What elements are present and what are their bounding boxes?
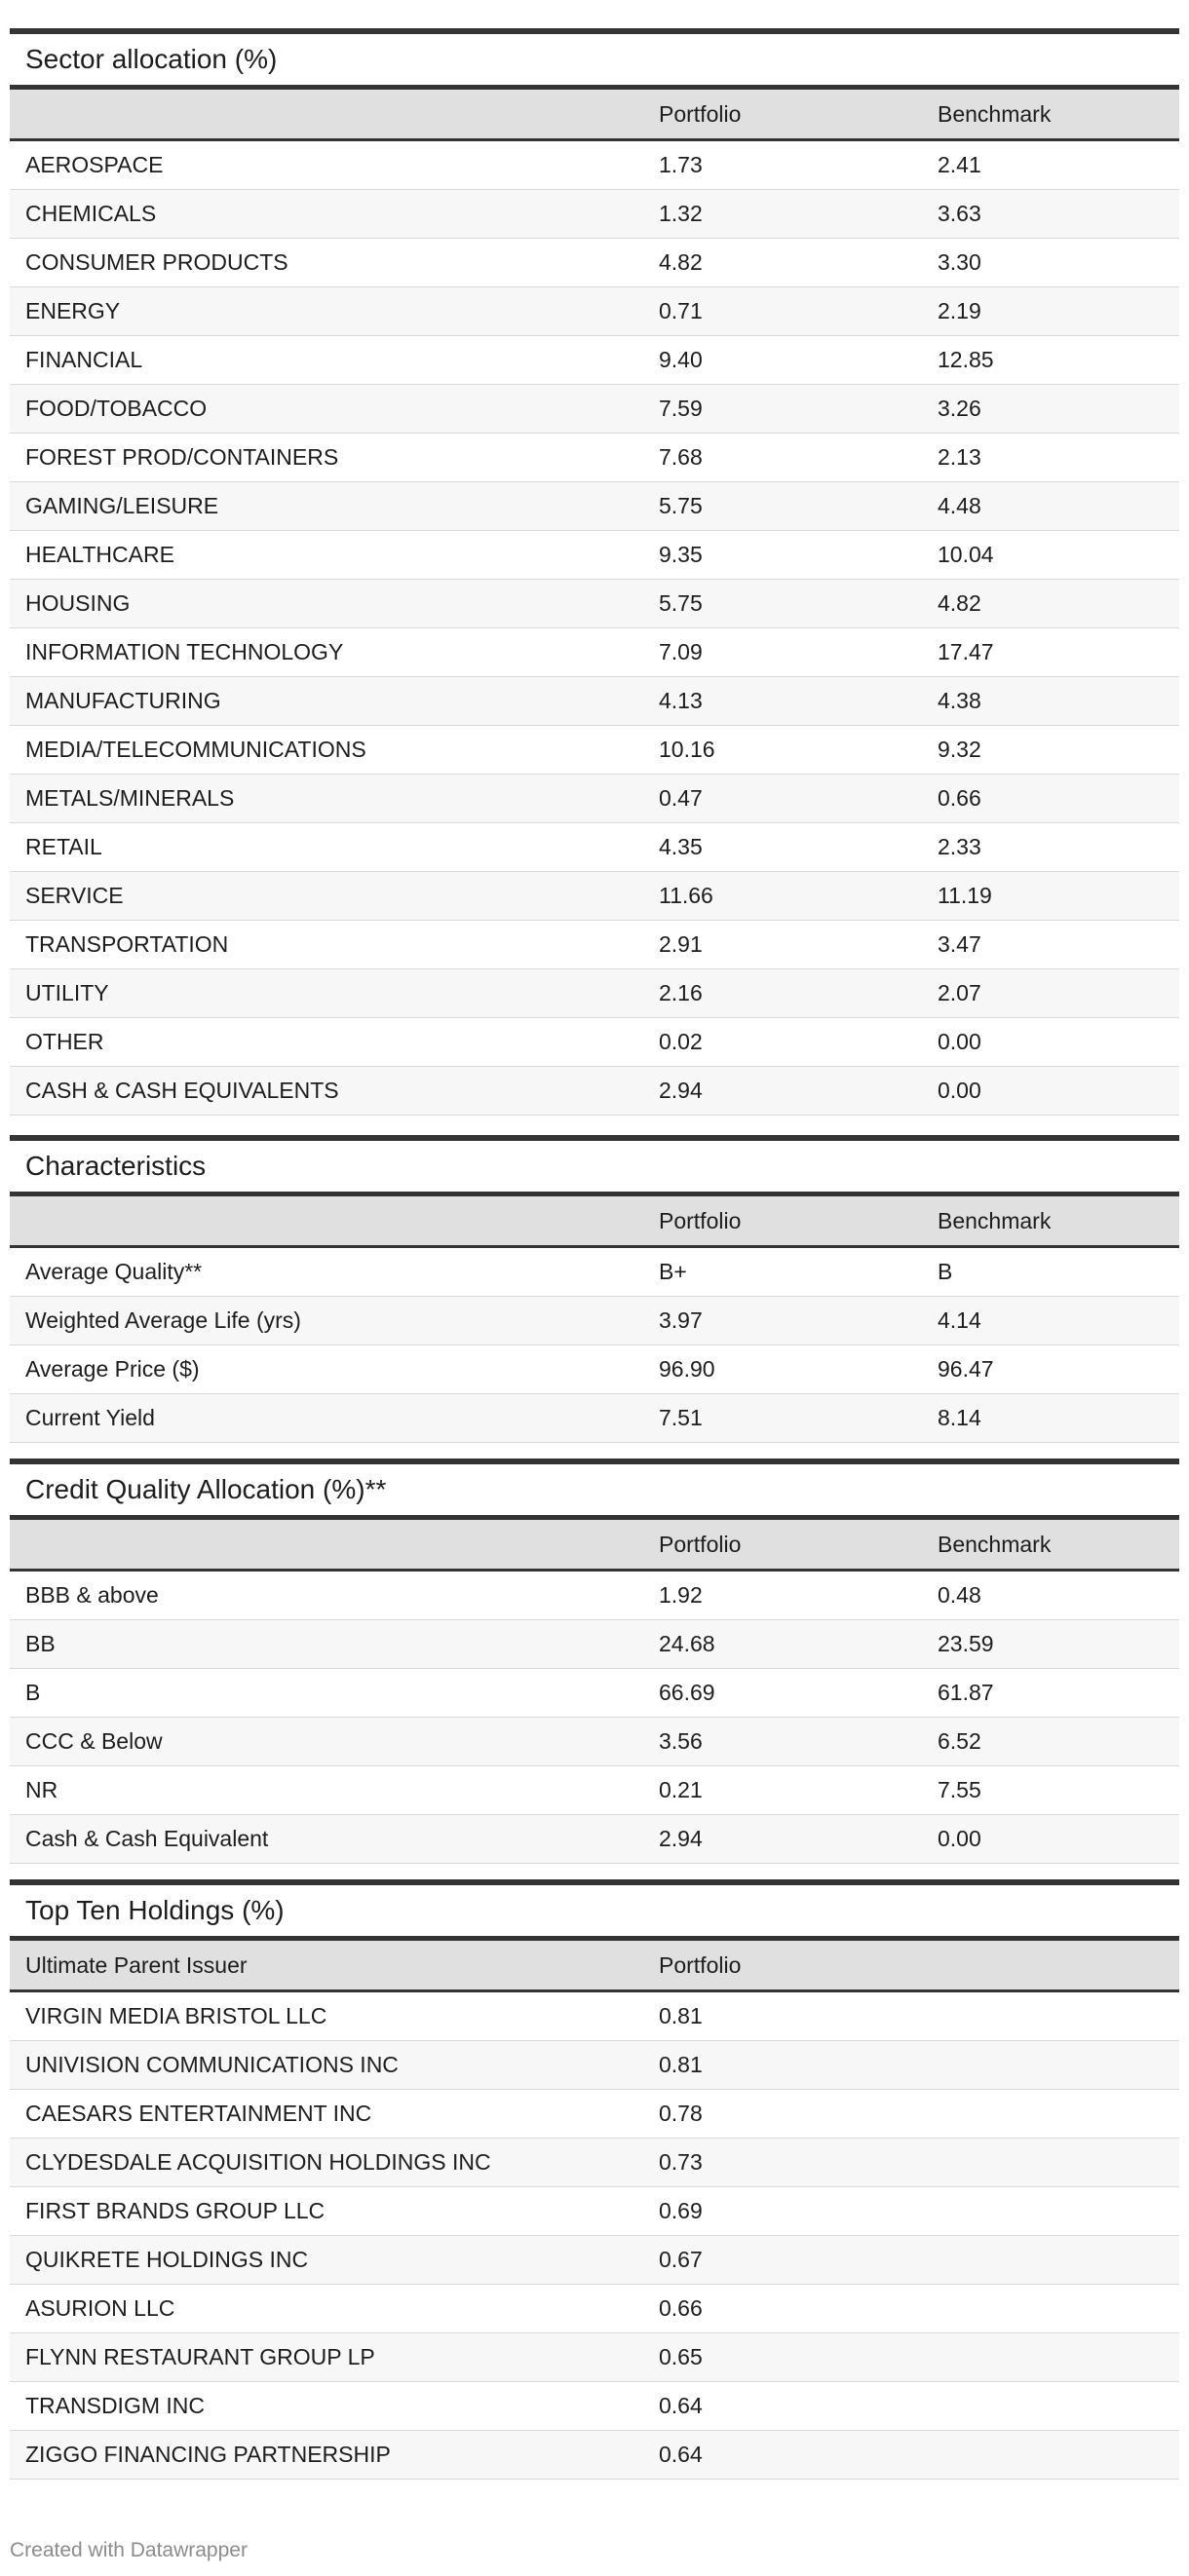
table-row (10, 239, 1179, 287)
benchmark-value: 2.13 (938, 444, 981, 470)
row-label: HEALTHCARE (25, 542, 174, 567)
portfolio-value: 1.92 (659, 1582, 703, 1608)
row-label: Cash & Cash Equivalent (25, 1826, 269, 1851)
table-header (10, 1192, 1179, 1248)
row-label: METALS/MINERALS (25, 785, 235, 811)
section-title: Sector allocation (%) (25, 44, 278, 74)
row-label: FOREST PROD/CONTAINERS (25, 444, 339, 470)
table-row (10, 2431, 1179, 2480)
table-row (10, 2382, 1179, 2431)
row-label: FIRST BRANDS GROUP LLC (25, 2198, 326, 2223)
table-row (10, 2236, 1179, 2285)
portfolio-value: 4.35 (659, 834, 703, 859)
row-label: Average Price ($) (25, 1356, 200, 1382)
row-label: CHEMICALS (25, 201, 157, 226)
row-label: GAMING/LEISURE (25, 493, 219, 518)
table-body (10, 141, 1179, 1116)
benchmark-value: 61.87 (938, 1680, 994, 1705)
table-row (10, 1248, 1179, 1297)
row-label: CLYDESDALE ACQUISITION HOLDINGS INC (25, 2149, 491, 2175)
portfolio-value: 0.67 (659, 2247, 703, 2272)
table-row (10, 1345, 1179, 1394)
table-row (10, 921, 1179, 969)
benchmark-value: 0.00 (938, 1826, 981, 1851)
row-label: RETAIL (25, 834, 102, 859)
benchmark-value: 0.00 (938, 1078, 981, 1103)
table-row (10, 1620, 1179, 1669)
table-body (10, 1992, 1179, 2480)
table-row (10, 141, 1179, 190)
portfolio-value: 1.32 (659, 201, 703, 226)
table-row (10, 482, 1179, 531)
row-label: FLYNN RESTAURANT GROUP LP (25, 2344, 375, 2369)
benchmark-value: 2.19 (938, 298, 981, 323)
benchmark-value: 23.59 (938, 1631, 994, 1656)
tables-container (10, 28, 1179, 2480)
portfolio-value: 9.35 (659, 542, 703, 567)
portfolio-value: 1.73 (659, 152, 703, 177)
row-label: CCC & Below (25, 1728, 163, 1754)
row-label: ASURION LLC (25, 2295, 175, 2321)
portfolio-value: 96.90 (659, 1356, 715, 1382)
row-label: QUIKRETE HOLDINGS INC (25, 2247, 309, 2272)
portfolio-value: 2.16 (659, 980, 703, 1005)
table-row (10, 1067, 1179, 1116)
portfolio-value: 5.75 (659, 590, 703, 616)
header-cell: Portfolio (659, 1951, 742, 1978)
table-row (10, 190, 1179, 239)
table-row (10, 823, 1179, 872)
table-row (10, 434, 1179, 482)
portfolio-value: 0.47 (659, 785, 703, 811)
row-label: INFORMATION TECHNOLOGY (25, 639, 344, 664)
table-row (10, 385, 1179, 434)
benchmark-value: 8.14 (938, 1405, 981, 1430)
table-row (10, 2285, 1179, 2333)
header-cell: Portfolio (659, 1207, 742, 1233)
row-label: CONSUMER PRODUCTS (25, 249, 288, 275)
portfolio-value: 0.81 (659, 2052, 703, 2077)
portfolio-value: 7.59 (659, 396, 703, 421)
table-row (10, 969, 1179, 1018)
benchmark-value: 0.00 (938, 1029, 981, 1054)
row-label: BBB & above (25, 1582, 159, 1608)
table-row (10, 2139, 1179, 2187)
benchmark-value: B (938, 1259, 953, 1284)
header-cell: Benchmark (938, 1531, 1052, 1557)
row-label: B (25, 1680, 41, 1705)
characteristics-section (10, 1135, 1179, 1458)
portfolio-value: 0.71 (659, 298, 703, 323)
benchmark-value: 12.85 (938, 347, 994, 372)
row-label: VIRGIN MEDIA BRISTOL LLC (25, 2003, 327, 2028)
table-row (10, 336, 1179, 385)
table-body (10, 1248, 1179, 1443)
table-row (10, 1669, 1179, 1718)
table-row (10, 1297, 1179, 1345)
benchmark-value: 0.66 (938, 785, 981, 811)
row-label: NR (25, 1777, 58, 1802)
row-label: Current Yield (25, 1405, 155, 1430)
portfolio-value: 7.68 (659, 444, 703, 470)
table-row (10, 775, 1179, 823)
benchmark-value: 3.26 (938, 396, 981, 421)
section-title: Top Ten Holdings (%) (25, 1895, 285, 1925)
row-label: SERVICE (25, 883, 124, 908)
portfolio-value: 10.16 (659, 737, 715, 762)
table-row (10, 726, 1179, 775)
row-label: FINANCIAL (25, 347, 143, 372)
table-header (10, 1936, 1179, 1992)
portfolio-value: 11.66 (659, 883, 713, 908)
benchmark-value: 3.63 (938, 201, 981, 226)
benchmark-value: 4.14 (938, 1307, 981, 1333)
table-header (10, 1515, 1179, 1572)
benchmark-value: 6.52 (938, 1728, 981, 1754)
row-label: Weighted Average Life (yrs) (25, 1307, 301, 1333)
row-label: Average Quality** (25, 1259, 203, 1284)
benchmark-value: 3.30 (938, 249, 981, 275)
portfolio-value: 0.02 (659, 1029, 703, 1054)
benchmark-value: 4.38 (938, 688, 981, 713)
row-label: CAESARS ENTERTAINMENT INC (25, 2101, 372, 2126)
portfolio-value: 0.69 (659, 2198, 703, 2223)
portfolio-value: 0.73 (659, 2149, 703, 2175)
row-label: CASH & CASH EQUIVALENTS (25, 1078, 339, 1103)
table-header (10, 85, 1179, 141)
benchmark-value: 2.41 (938, 152, 981, 177)
portfolio-value: 0.21 (659, 1777, 703, 1802)
portfolio-value: 4.82 (659, 249, 703, 275)
header-cell: Benchmark (938, 100, 1052, 127)
table-row (10, 1992, 1179, 2041)
portfolio-value: 9.40 (659, 347, 703, 372)
table-row (10, 580, 1179, 628)
datawrapper-credit: Created with Datawrapper (10, 2539, 248, 2561)
header-cell: Portfolio (659, 100, 742, 127)
portfolio-value: 7.09 (659, 639, 703, 664)
portfolio-value: 4.13 (659, 688, 703, 713)
portfolio-value: B+ (659, 1259, 687, 1284)
table-row (10, 628, 1179, 677)
sector-allocation-section (10, 28, 1179, 1135)
row-label: AEROSPACE (25, 152, 164, 177)
benchmark-value: 96.47 (938, 1356, 994, 1382)
portfolio-value: 2.94 (659, 1826, 703, 1851)
benchmark-value: 4.48 (938, 493, 981, 518)
benchmark-value: 2.33 (938, 834, 981, 859)
header-cell: Ultimate Parent Issuer (25, 1951, 248, 1978)
table-row (10, 677, 1179, 726)
top-holdings-section (10, 1879, 1179, 2480)
table-body (10, 1572, 1179, 1864)
portfolio-value: 0.64 (659, 2442, 703, 2467)
table-row (10, 872, 1179, 921)
row-label: BB (25, 1631, 56, 1656)
table-row (10, 531, 1179, 580)
portfolio-value: 0.66 (659, 2295, 703, 2321)
portfolio-value: 2.91 (659, 931, 703, 957)
section-title: Characteristics (25, 1151, 207, 1181)
benchmark-value: 0.48 (938, 1582, 981, 1608)
table-row (10, 1394, 1179, 1443)
table-row (10, 287, 1179, 336)
table-row (10, 1815, 1179, 1864)
row-label: HOUSING (25, 590, 131, 616)
portfolio-value: 0.65 (659, 2344, 703, 2369)
row-label: FOOD/TOBACCO (25, 396, 208, 421)
table-row (10, 1018, 1179, 1067)
row-label: OTHER (25, 1029, 104, 1054)
benchmark-value: 9.32 (938, 737, 981, 762)
portfolio-value: 3.97 (659, 1307, 703, 1333)
header-cell: Benchmark (938, 1207, 1052, 1233)
row-label: UNIVISION COMMUNICATIONS INC (25, 2052, 399, 2077)
portfolio-value: 24.68 (659, 1631, 715, 1656)
header-cell: Portfolio (659, 1531, 742, 1557)
portfolio-value: 2.94 (659, 1078, 703, 1103)
section-title: Credit Quality Allocation (%)** (25, 1474, 387, 1504)
credit-quality-section (10, 1458, 1179, 1879)
row-label: MEDIA/TELECOMMUNICATIONS (25, 737, 366, 762)
benchmark-value: 2.07 (938, 980, 981, 1005)
portfolio-value: 7.51 (659, 1405, 703, 1430)
portfolio-value: 0.64 (659, 2393, 703, 2418)
portfolio-value: 0.81 (659, 2003, 703, 2028)
benchmark-value: 11.19 (938, 883, 992, 908)
portfolio-value: 3.56 (659, 1728, 703, 1754)
row-label: ZIGGO FINANCING PARTNERSHIP (25, 2442, 391, 2467)
table-row (10, 1572, 1179, 1620)
table-row (10, 2333, 1179, 2382)
table-row (10, 1766, 1179, 1815)
row-label: ENERGY (25, 298, 121, 323)
benchmark-value: 10.04 (938, 542, 994, 567)
row-label: TRANSDIGM INC (25, 2393, 205, 2418)
benchmark-value: 3.47 (938, 931, 981, 957)
benchmark-value: 4.82 (938, 590, 981, 616)
row-label: UTILITY (25, 980, 109, 1005)
benchmark-value: 7.55 (938, 1777, 981, 1802)
portfolio-value: 0.78 (659, 2101, 703, 2126)
benchmark-value: 17.47 (938, 639, 994, 664)
row-label: TRANSPORTATION (25, 931, 229, 957)
table-row (10, 2187, 1179, 2236)
row-label: MANUFACTURING (25, 688, 221, 713)
table-row (10, 2090, 1179, 2139)
table-row (10, 2041, 1179, 2090)
portfolio-value: 5.75 (659, 493, 703, 518)
portfolio-value: 66.69 (659, 1680, 715, 1705)
table-row (10, 1718, 1179, 1766)
